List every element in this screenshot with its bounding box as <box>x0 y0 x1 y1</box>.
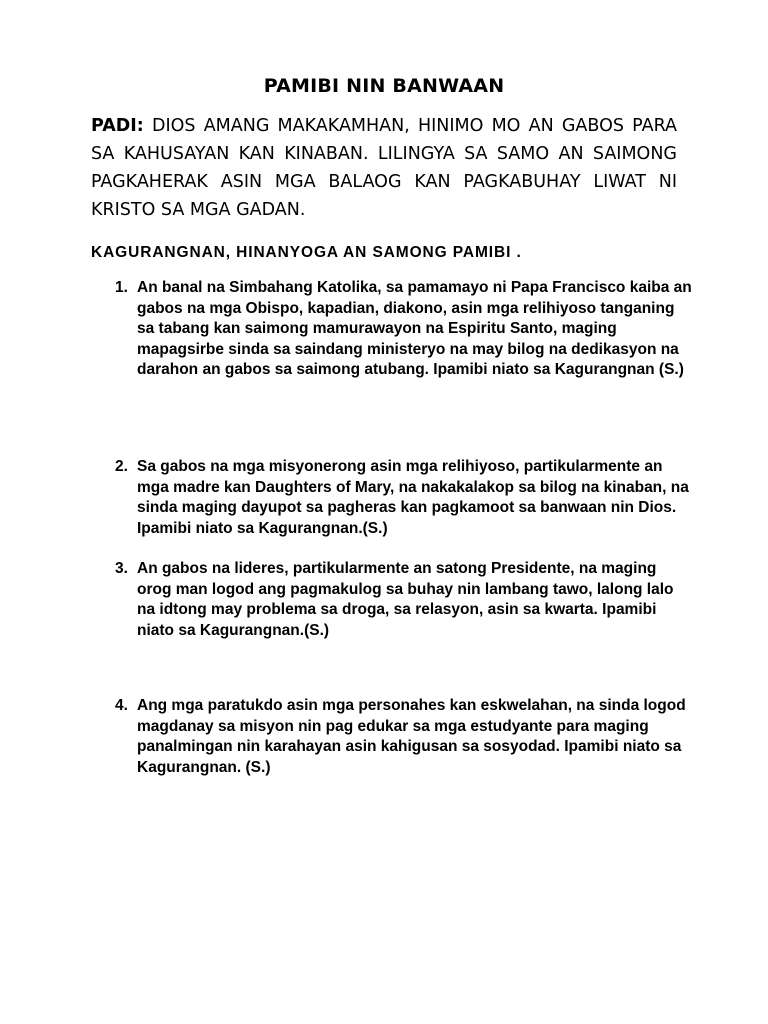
intention-text: An banal na Simbahang Katolika, sa pamamayo ni Papa Francisco kaiba an gabos na mga Obispo, kapadian, diakono, asin mga relihiyoso tanganing sa tabang kan saimong mamurawayon na Espiritu Santo, maging mapagsirbe sinda sa saindang ministeryo na may bilog na dedikasyon na darahon an gabos sa saimong atubang. Ipamibi niato sa Kagurangnan (S.) <box>137 279 692 378</box>
document-title: PAMIBI NIN BANWAAN <box>263 75 505 97</box>
intention-item <box>115 559 695 641</box>
intention-number: 3. <box>115 560 128 577</box>
intention-item <box>115 278 695 381</box>
intention-number: 1. <box>115 279 128 296</box>
priest-invocation-text: DIOS AMANG MAKAKAMHAN, HINIMO MO AN GABOS PARA SA KAHUSAYAN KAN KINABAN. LILINGYA SA SAMO AN SAIMONG PAGKAHERAK ASIN MGA BALAOG KAN PAGKABUHAY LIWAT NI KRISTO SA MGA GADAN. <box>91 116 677 220</box>
intention-text: Ang mga paratukdo asin mga personahes kan eskwelahan, na sinda logod magdanay sa misyon nin pag edukar sa mga estudyante para maging panalmingan nin karahayan asin kahigusan sa sosyodad. Ipamibi niato sa Kagurangnan. (S.) <box>137 697 686 776</box>
priest-invocation <box>91 112 677 224</box>
intention-number: 4. <box>115 697 128 714</box>
intention-text: An gabos na lideres, partikularmente an satong Presidente, na maging orog man logod ang pagmakulog sa buhay nin lambang tawo, lalong lalo na idtong may problema sa droga, sa relasyon, asin sa kwarta. Ipamibi niato sa Kagurangnan.(S.) <box>137 560 674 639</box>
intention-text: Sa gabos na mga misyonerong asin mga relihiyoso, partikularmente an mga madre kan Daughters of Mary, na nakakalakop sa bilog na kinaban, na sinda maging dayupot sa pagheras kan pagkamoot sa banwaan nin Dios. Ipamibi niato sa Kagurangnan.(S.) <box>137 458 689 537</box>
intention-number: 2. <box>115 458 128 475</box>
priest-label: PADI: <box>91 116 144 136</box>
intention-item <box>115 696 695 778</box>
congregation-response: KAGURANGNAN, HINANYOGA AN SAMONG PAMIBI . <box>91 244 522 261</box>
intention-item <box>115 457 695 539</box>
